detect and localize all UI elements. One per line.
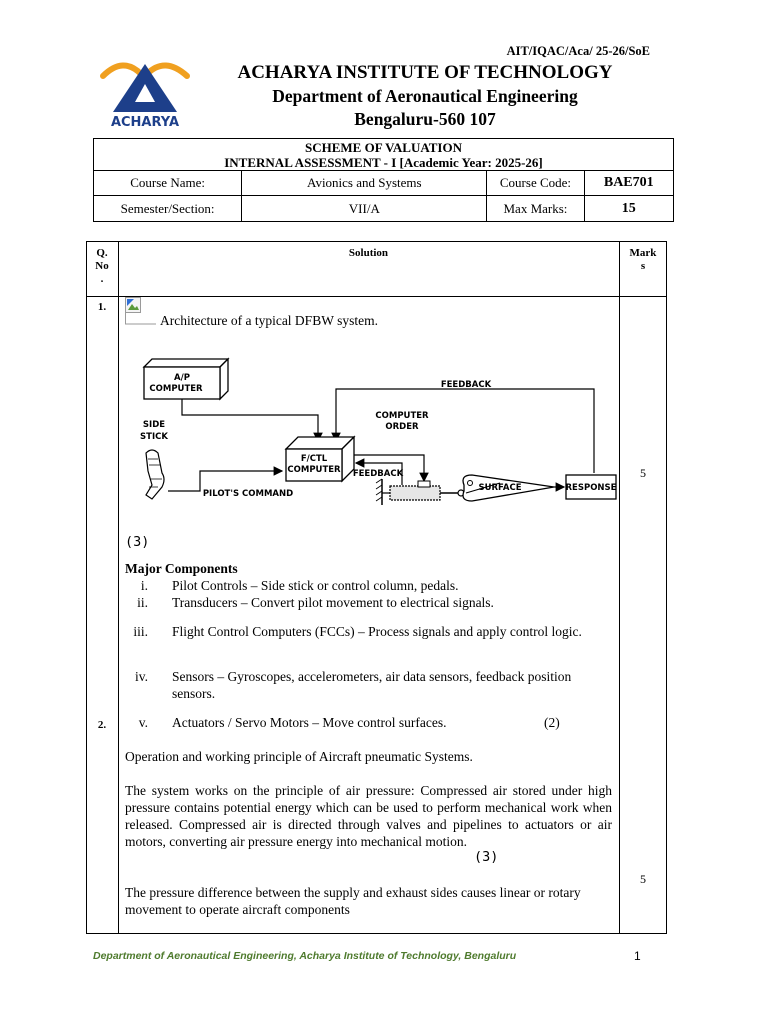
- semester-label: Semester/Section:: [94, 196, 242, 222]
- svg-text:ORDER: ORDER: [385, 422, 419, 432]
- component-number: ii.: [137, 595, 148, 610]
- logo-text: ACHARYA: [110, 115, 180, 130]
- svg-text:STICK: STICK: [140, 432, 168, 442]
- pilots-command-label: PILOT'S COMMAND: [202, 489, 294, 499]
- response-label: RESPONSE: [565, 483, 617, 493]
- component-number: i.: [140, 578, 148, 593]
- q1-marks: 5: [640, 466, 646, 480]
- svg-text:A/P: A/P: [174, 373, 190, 383]
- major-components-title: Major Components: [125, 561, 238, 576]
- page-number: 1: [634, 949, 641, 963]
- q1-diagram-marks: (3): [125, 534, 150, 550]
- max-marks-label: Max Marks:: [487, 196, 584, 222]
- component-number: iv.: [135, 669, 148, 684]
- assessment-title: INTERNAL ASSESSMENT - I [Academic Year: 2025-26]: [224, 155, 543, 170]
- scheme-title: SCHEME OF VALUATION: [305, 140, 462, 155]
- q1-components-marks: (2): [544, 715, 560, 730]
- course-code-label: Course Code:: [487, 171, 584, 196]
- institute-name: ACHARYA INSTITUTE OF TECHNOLOGY: [237, 62, 613, 83]
- side-stick-icon: [146, 450, 164, 499]
- feedback-inner-label: FEEDBACK: [352, 469, 404, 479]
- course-code-value: BAE701: [584, 171, 673, 196]
- dfbw-diagram: [122, 355, 617, 515]
- q2-paragraph-marks: (3): [474, 849, 499, 865]
- course-name-value: Avionics and Systems: [242, 171, 487, 196]
- feedback-top-label: FEEDBACK: [440, 380, 492, 390]
- computer-order-label: COMPUTER: [375, 411, 429, 421]
- scheme-header-table: [93, 138, 674, 222]
- svg-text:F/CTL: F/CTL: [300, 454, 328, 464]
- q2-paragraph-1: The system works on the principle of air pressure: Compressed air stored under high pressure contains potential energy which can be used to perform mechanical work when released. Compressed air is directed through valves and pipelines to actuators or air motors, converting air pressure energy into mechanical motion.: [125, 783, 612, 849]
- component-item: Actuators / Servo Motors – Move control surfaces.: [172, 715, 447, 730]
- course-name-label: Course Name:: [94, 171, 242, 196]
- side-stick-label: SIDE: [142, 420, 166, 430]
- component-item: Pilot Controls – Side stick or control column, pedals.: [172, 578, 459, 593]
- surface-label: SURFACE: [478, 483, 522, 493]
- question-number-2: 2.: [97, 719, 107, 731]
- column-header-qno: Q. No .: [95, 247, 109, 285]
- page-footer: Department of Aeronautical Engineering, Acharya Institute of Technology, Bengaluru: [93, 950, 517, 962]
- column-header-solution: Solution: [348, 247, 389, 259]
- table-header-divider: [86, 296, 667, 297]
- institute-city: Bengaluru-560 107: [354, 109, 496, 129]
- svg-text:COMPUTER: COMPUTER: [149, 384, 203, 394]
- max-marks-value: 15: [584, 196, 673, 222]
- component-item: Flight Control Computers (FCCs) – Process signals and apply control logic.: [172, 624, 582, 639]
- column-header-marks: Mark s: [629, 247, 657, 272]
- q2-marks: 5: [640, 872, 646, 886]
- component-item: Transducers – Convert pilot movement to electrical signals.: [172, 595, 494, 610]
- fctl-computer-box: [286, 437, 354, 481]
- component-number: v.: [138, 715, 148, 730]
- component-number: iii.: [133, 624, 148, 639]
- svg-text:COMPUTER: COMPUTER: [287, 465, 341, 475]
- q2-heading: Operation and working principle of Aircraft pneumatic Systems.: [125, 749, 473, 764]
- ap-computer-box: [144, 359, 228, 399]
- document-reference: AIT/IQAC/Aca/ 25-26/SoE: [506, 44, 650, 58]
- semester-value: VII/A: [242, 196, 487, 222]
- q2-paragraph-2: The pressure difference between the supply and exhaust sides causes linear or rotary movement to operate aircraft components: [125, 885, 581, 917]
- q1-heading: Architecture of a typical DFBW system.: [160, 313, 378, 328]
- department-name: Department of Aeronautical Engineering: [272, 86, 578, 106]
- component-item: Sensors – Gyroscopes, accelerometers, air data sensors, feedback position sensors.: [172, 669, 572, 701]
- actuator-icon: [376, 479, 464, 505]
- question-number-1: 1.: [97, 301, 107, 313]
- broken-image-placeholder: [125, 297, 155, 325]
